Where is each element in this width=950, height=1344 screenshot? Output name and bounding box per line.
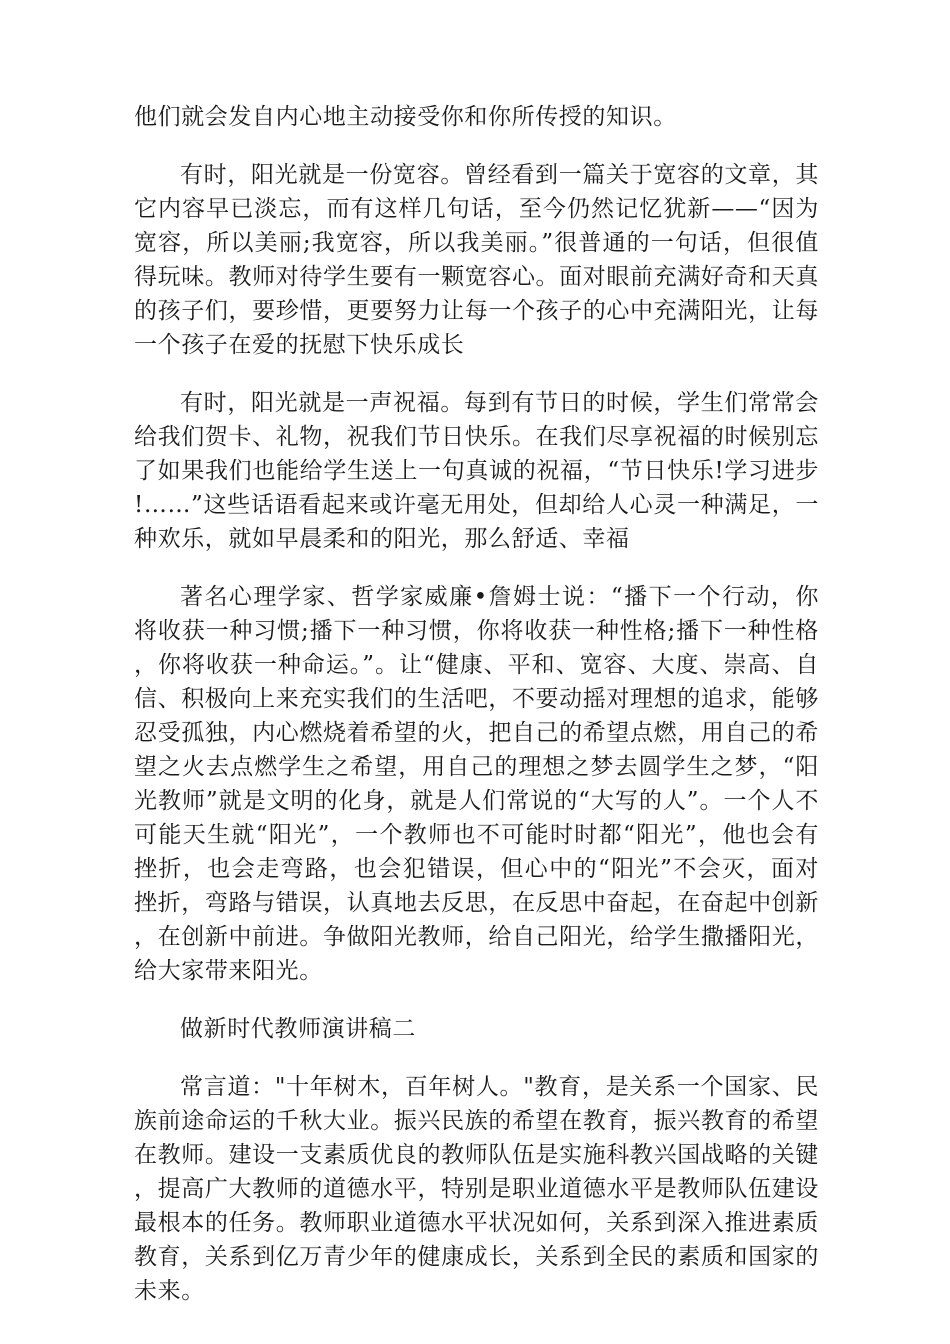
- document-page: [134, 100, 819, 1332]
- paragraph-blessing: 有时，阳光就是一声祝福。每到有节日的时候，学生们常常会给我们贺卡、礼物，祝我们节日快乐。在我们尽享祝福的时候别忘了如果我们也能给学生送上一句真诚的祝福，“节日快乐!学习进步!……”这些话语看起来或许毫无用处，但却给人心灵一种满足，一种欢乐，就如早晨柔和的阳光，那么舒适、幸福: [134, 390, 819, 552]
- section-heading: 做新时代教师演讲稿二: [180, 1016, 416, 1042]
- paragraph-teacher-ethics: 常言道："十年树木，百年树人。"教育，是关系一个国家、民族前途命运的千秋大业。振兴民族的希望在教育，振兴教育的希望在教师。建设一支素质优良的教师队伍是实施科教兴国战略的关键，提高广大教师的道德水平，特别是职业道德水平是教师队伍建设最根本的任务。教师职业道德水平状况如何，关系到深入推进素质教育，关系到亿万青少年的健康成长，关系到全民的素质和国家的未来。: [134, 1074, 819, 1304]
- paragraph-continuation: 他们就会发自内心地主动接受你和你所传授的知识。: [134, 104, 677, 130]
- paragraph-william-james-quote: 著名心理学家、哲学家威廉•詹姆士说：“播下一个行动，你将收获一种习惯;播下一种习惯，你将收获一种性格;播下一种性格，你将收获一种命运。”。让“健康、平和、宽容、大度、崇高、自信、积极向上来充实我们的生活吧，不要动摇对理想的追求，能够忍受孤独，内心燃烧着希望的火，把自己的希望点燃，用自己的希望之火去点燃学生之希望，用自己的理想之梦去圆学生之梦，“阳光教师”就是文明的化身，就是人们常说的“大写的人”。一个人不可能天生就“阳光”，一个教师也不可能时时都“阳光”，他也会有挫折，也会走弯路，也会犯错误，但心中的“阳光”不会灭，面对挫折，弯路与错误，认真地去反思，在反思中奋起，在奋起中创新，在创新中前进。争做阳光教师，给自己阳光，给学生撒播阳光，给大家带来阳光。: [134, 584, 819, 984]
- paragraph-tolerance: 有时，阳光就是一份宽容。曾经看到一篇关于宽容的文章，其它内容早已淡忘，而有这样几句话，至今仍然记忆犹新——“因为宽容，所以美丽;我宽容，所以我美丽。”很普通的一句话，但很值得玩味。教师对待学生要有一颗宽容心。面对眼前充满好奇和天真的孩子们，要珍惜，更要努力让每一个孩子的心中充满阳光，让每一个孩子在爱的抚慰下快乐成长: [134, 162, 819, 358]
